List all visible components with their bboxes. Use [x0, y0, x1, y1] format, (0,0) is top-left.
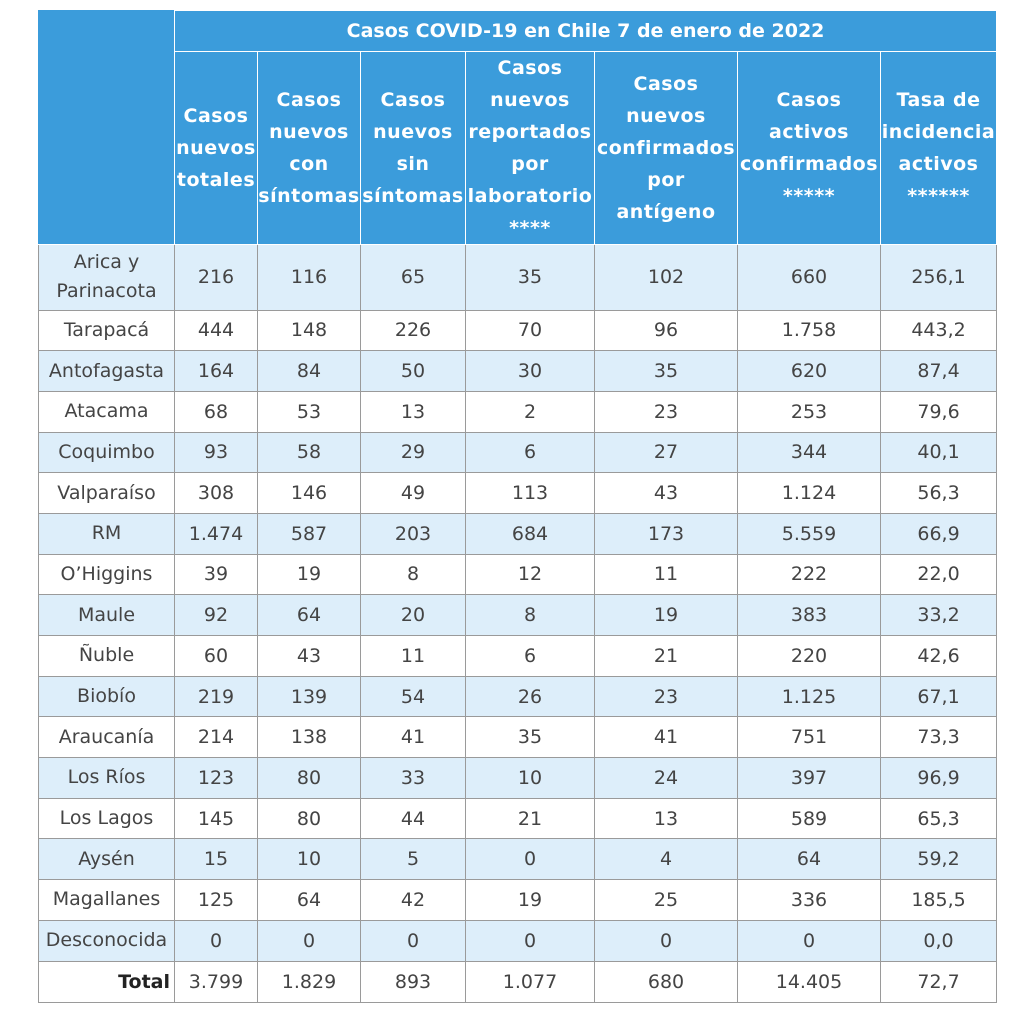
- value-cell: 41: [361, 717, 466, 758]
- value-cell: 65: [361, 244, 466, 310]
- column-header-line: nuevos: [176, 136, 256, 159]
- region-name: O’Higgins: [60, 562, 153, 585]
- value-cell: 87,4: [881, 351, 997, 392]
- value-cell: 8: [466, 595, 595, 636]
- value-cell: 684: [466, 513, 595, 554]
- value-cell: 39: [175, 554, 258, 595]
- value-cell: 164: [175, 351, 258, 392]
- value-cell: 68: [175, 391, 258, 432]
- value-cell: 21: [595, 636, 738, 677]
- total-value-cell: 14.405: [738, 961, 881, 1002]
- value-cell: 24: [595, 758, 738, 799]
- column-header-line: reportados: [468, 120, 592, 143]
- value-cell: 660: [738, 244, 881, 310]
- value-cell: 29: [361, 432, 466, 473]
- column-header-line: síntomas: [362, 184, 464, 207]
- region-cell: [39, 595, 175, 636]
- value-cell: 397: [738, 758, 881, 799]
- value-cell: 22,0: [881, 554, 997, 595]
- region-cell: [39, 758, 175, 799]
- region-name: Desconocida: [45, 929, 168, 952]
- value-cell: 10: [258, 839, 361, 880]
- value-cell: 344: [738, 432, 881, 473]
- total-row: [39, 961, 997, 1002]
- value-cell: 123: [175, 758, 258, 799]
- column-header-line: nuevos: [490, 88, 570, 111]
- value-cell: 444: [175, 310, 258, 351]
- value-cell: 93: [175, 432, 258, 473]
- table-row: [39, 432, 997, 473]
- value-cell: 54: [361, 676, 466, 717]
- value-cell: 0: [738, 920, 881, 961]
- value-cell: 256,1: [881, 244, 997, 310]
- table-row: [39, 595, 997, 636]
- table-row: [39, 473, 997, 514]
- value-cell: 10: [466, 758, 595, 799]
- region-cell: [39, 880, 175, 921]
- value-cell: 253: [738, 391, 881, 432]
- value-cell: 139: [258, 676, 361, 717]
- total-value-cell: 72,7: [881, 961, 997, 1002]
- value-cell: 19: [258, 554, 361, 595]
- covid-cases-table: [38, 10, 997, 1003]
- table-row: [39, 554, 997, 595]
- value-cell: 0: [595, 920, 738, 961]
- column-header-line: antígeno: [616, 200, 716, 223]
- value-cell: 5.559: [738, 513, 881, 554]
- value-cell: 13: [361, 391, 466, 432]
- value-cell: 125: [175, 880, 258, 921]
- value-cell: 220: [738, 636, 881, 677]
- total-value-cell: 893: [361, 961, 466, 1002]
- value-cell: 56,3: [881, 473, 997, 514]
- table-body: [39, 244, 997, 1002]
- value-cell: 0: [258, 920, 361, 961]
- value-cell: 96,9: [881, 758, 997, 799]
- value-cell: 383: [738, 595, 881, 636]
- column-header-line: con: [289, 152, 329, 175]
- table-row: [39, 636, 997, 677]
- region-cell: [39, 351, 175, 392]
- value-cell: 44: [361, 798, 466, 839]
- region-name: Maule: [77, 603, 136, 626]
- value-cell: 2: [466, 391, 595, 432]
- table-row: [39, 513, 997, 554]
- value-cell: 6: [466, 636, 595, 677]
- column-header-line: síntomas: [258, 184, 360, 207]
- covid-cases-table-container: [38, 10, 996, 1003]
- region-name: RM: [91, 522, 122, 545]
- value-cell: 27: [595, 432, 738, 473]
- table-row: [39, 717, 997, 758]
- column-header-line: ******: [907, 184, 970, 207]
- value-cell: 11: [595, 554, 738, 595]
- column-header: [361, 51, 466, 244]
- table-row: [39, 920, 997, 961]
- value-cell: 12: [466, 554, 595, 595]
- value-cell: 42: [361, 880, 466, 921]
- total-value-cell: 1.829: [258, 961, 361, 1002]
- value-cell: 67,1: [881, 676, 997, 717]
- value-cell: 23: [595, 676, 738, 717]
- value-cell: 25: [595, 880, 738, 921]
- value-cell: 58: [258, 432, 361, 473]
- value-cell: 146: [258, 473, 361, 514]
- column-header-line: *****: [782, 184, 836, 207]
- value-cell: 64: [258, 595, 361, 636]
- column-header-line: confirmados: [596, 136, 736, 159]
- region-name: Atacama: [64, 400, 149, 423]
- column-header-line: por: [511, 152, 549, 175]
- region-name: Biobío: [77, 685, 136, 708]
- value-cell: 79,6: [881, 391, 997, 432]
- column-header-line: Casos: [380, 88, 446, 111]
- region-name: Magallanes: [52, 888, 161, 911]
- value-cell: 148: [258, 310, 361, 351]
- value-cell: 84: [258, 351, 361, 392]
- column-header-line: Tasa de: [896, 88, 981, 111]
- value-cell: 751: [738, 717, 881, 758]
- table-row: [39, 758, 997, 799]
- value-cell: 203: [361, 513, 466, 554]
- value-cell: 92: [175, 595, 258, 636]
- value-cell: 49: [361, 473, 466, 514]
- value-cell: 336: [738, 880, 881, 921]
- table-row: [39, 244, 997, 310]
- value-cell: 185,5: [881, 880, 997, 921]
- column-header-line: incidencia: [881, 120, 996, 143]
- column-header: [595, 51, 738, 244]
- column-header: [738, 51, 881, 244]
- column-header-line: Casos: [497, 56, 563, 79]
- value-cell: 60: [175, 636, 258, 677]
- value-cell: 64: [738, 839, 881, 880]
- value-cell: 64: [258, 880, 361, 921]
- value-cell: 53: [258, 391, 361, 432]
- value-cell: 226: [361, 310, 466, 351]
- value-cell: 41: [595, 717, 738, 758]
- column-header-line: ****: [509, 216, 551, 239]
- value-cell: 80: [258, 798, 361, 839]
- table-row: [39, 391, 997, 432]
- region-cell: [39, 554, 175, 595]
- region-cell: [39, 717, 175, 758]
- column-header: [881, 51, 997, 244]
- value-cell: 138: [258, 717, 361, 758]
- value-cell: 113: [466, 473, 595, 514]
- value-cell: 6: [466, 432, 595, 473]
- table-title: Casos COVID-19 en Chile 7 de enero de 2022: [175, 11, 997, 52]
- value-cell: 30: [466, 351, 595, 392]
- value-cell: 13: [595, 798, 738, 839]
- region-cell: [39, 636, 175, 677]
- value-cell: 222: [738, 554, 881, 595]
- value-cell: 587: [258, 513, 361, 554]
- column-header-line: activos: [898, 152, 979, 175]
- region-cell: [39, 920, 175, 961]
- value-cell: 173: [595, 513, 738, 554]
- header-corner: [39, 11, 175, 245]
- table-row: [39, 880, 997, 921]
- value-cell: 96: [595, 310, 738, 351]
- table-row: [39, 676, 997, 717]
- value-cell: 4: [595, 839, 738, 880]
- region-name: Ñuble: [78, 644, 135, 667]
- value-cell: 19: [595, 595, 738, 636]
- total-value-cell: 680: [595, 961, 738, 1002]
- column-header-line: nuevos: [626, 104, 706, 127]
- value-cell: 19: [466, 880, 595, 921]
- value-cell: 0,0: [881, 920, 997, 961]
- table-row: [39, 839, 997, 880]
- region-name: Valparaíso: [57, 481, 156, 504]
- column-header-line: Casos: [276, 88, 342, 111]
- value-cell: 219: [175, 676, 258, 717]
- region-cell: [39, 839, 175, 880]
- value-cell: 42,6: [881, 636, 997, 677]
- column-header-line: Casos: [776, 88, 842, 111]
- region-cell: [39, 513, 175, 554]
- table-row: [39, 310, 997, 351]
- value-cell: 1.474: [175, 513, 258, 554]
- value-cell: 15: [175, 839, 258, 880]
- column-header-line: activos: [769, 120, 849, 143]
- value-cell: 20: [361, 595, 466, 636]
- region-name: Tarapacá: [63, 318, 150, 341]
- value-cell: 214: [175, 717, 258, 758]
- region-name: Antofagasta: [48, 359, 165, 382]
- total-value-cell: 1.077: [466, 961, 595, 1002]
- value-cell: 102: [595, 244, 738, 310]
- total-value-cell: 3.799: [175, 961, 258, 1002]
- region-cell: [39, 310, 175, 351]
- region-name: Aysén: [78, 847, 135, 870]
- value-cell: 0: [361, 920, 466, 961]
- column-header-row: [39, 51, 997, 244]
- value-cell: 33: [361, 758, 466, 799]
- value-cell: 0: [466, 920, 595, 961]
- value-cell: 1.124: [738, 473, 881, 514]
- value-cell: 0: [175, 920, 258, 961]
- region-cell: [39, 391, 175, 432]
- column-header: [466, 51, 595, 244]
- value-cell: 65,3: [881, 798, 997, 839]
- table-row: [39, 351, 997, 392]
- value-cell: 43: [258, 636, 361, 677]
- value-cell: 66,9: [881, 513, 997, 554]
- value-cell: 21: [466, 798, 595, 839]
- column-header-line: laboratorio: [467, 184, 593, 207]
- column-header-line: totales: [176, 168, 256, 191]
- table-row: [39, 798, 997, 839]
- value-cell: 11: [361, 636, 466, 677]
- region-name: Coquimbo: [58, 440, 155, 463]
- value-cell: 0: [466, 839, 595, 880]
- value-cell: 43: [595, 473, 738, 514]
- total-label: Total: [39, 961, 175, 1002]
- region-name: Arica y: [73, 251, 140, 273]
- value-cell: 1.125: [738, 676, 881, 717]
- value-cell: 620: [738, 351, 881, 392]
- value-cell: 59,2: [881, 839, 997, 880]
- region-name: Araucanía: [58, 725, 155, 748]
- value-cell: 8: [361, 554, 466, 595]
- value-cell: 116: [258, 244, 361, 310]
- column-header: [175, 51, 258, 244]
- column-header: [258, 51, 361, 244]
- value-cell: 216: [175, 244, 258, 310]
- column-header-line: nuevos: [269, 120, 349, 143]
- column-header-line: sin: [396, 152, 430, 175]
- column-header-line: Casos: [183, 104, 249, 127]
- column-header-line: por: [647, 168, 685, 191]
- value-cell: 80: [258, 758, 361, 799]
- region-name: Parinacota: [56, 280, 157, 302]
- value-cell: 5: [361, 839, 466, 880]
- column-header-line: confirmados: [739, 152, 879, 175]
- value-cell: 35: [595, 351, 738, 392]
- value-cell: 50: [361, 351, 466, 392]
- region-cell: [39, 798, 175, 839]
- value-cell: 308: [175, 473, 258, 514]
- value-cell: 23: [595, 391, 738, 432]
- region-name: Los Ríos: [67, 766, 146, 789]
- region-cell: [39, 676, 175, 717]
- value-cell: 70: [466, 310, 595, 351]
- region-cell: [39, 473, 175, 514]
- value-cell: 145: [175, 798, 258, 839]
- value-cell: 40,1: [881, 432, 997, 473]
- value-cell: 589: [738, 798, 881, 839]
- value-cell: 26: [466, 676, 595, 717]
- value-cell: 73,3: [881, 717, 997, 758]
- value-cell: 33,2: [881, 595, 997, 636]
- column-header-line: Casos: [633, 72, 699, 95]
- value-cell: 35: [466, 244, 595, 310]
- value-cell: 35: [466, 717, 595, 758]
- region-cell: [39, 244, 175, 310]
- region-name: Los Lagos: [59, 807, 154, 830]
- column-header-line: nuevos: [373, 120, 453, 143]
- value-cell: 1.758: [738, 310, 881, 351]
- value-cell: 443,2: [881, 310, 997, 351]
- region-cell: [39, 432, 175, 473]
